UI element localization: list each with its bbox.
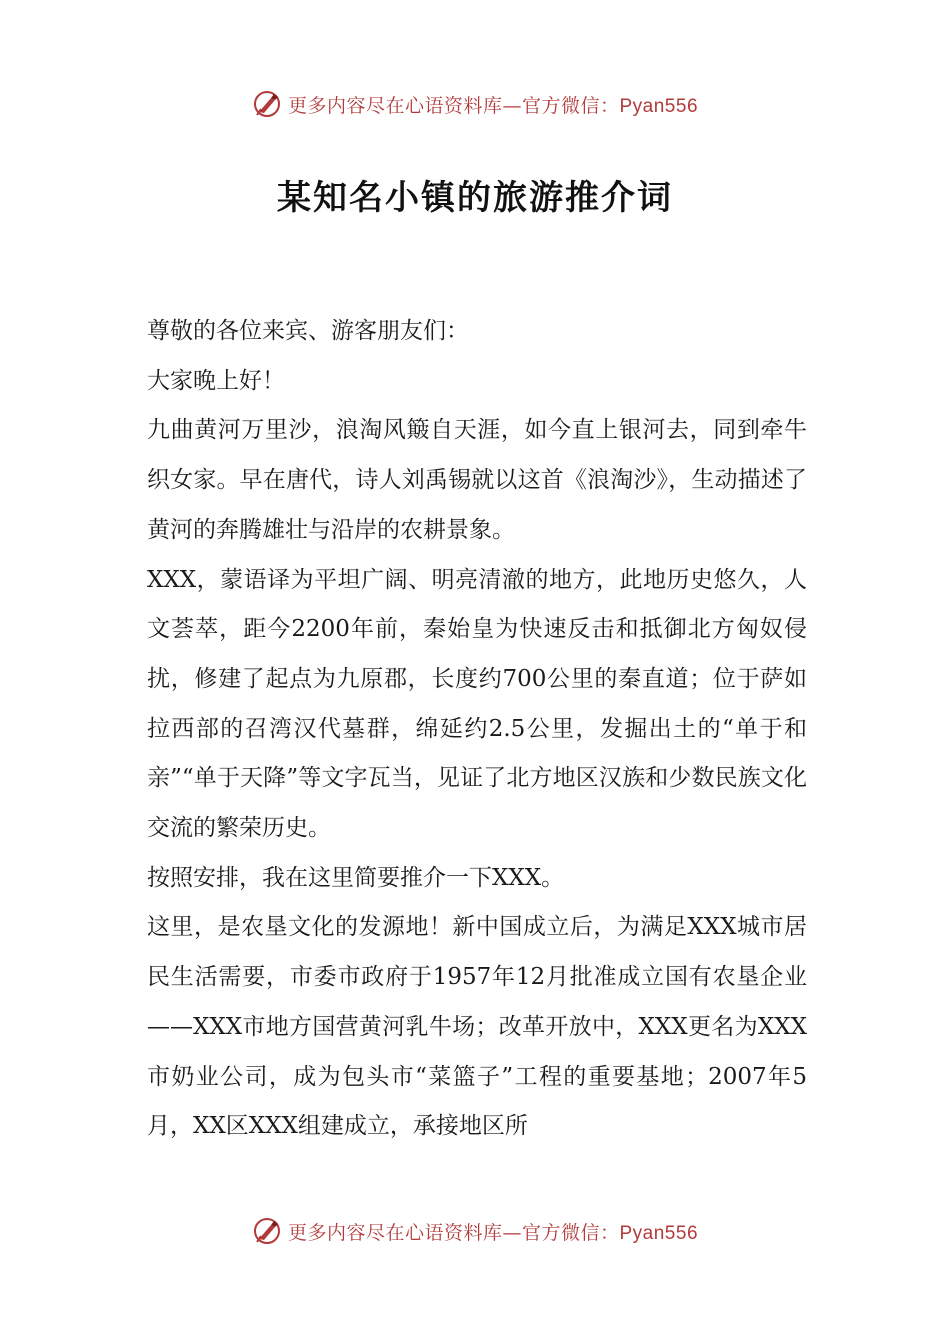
paragraph-greeting: 尊敬的各位来宾、游客朋友们： xyxy=(147,318,469,344)
paragraph-salutation: 大家晚上好！ xyxy=(147,367,285,394)
watermark-text: 更多内容尽在心语资料库—官方微信：Pyan556 xyxy=(287,1221,699,1244)
watermark-header xyxy=(0,84,950,124)
paragraph-arrangement: 按照安排，我在这里简要推介一下XXX。 xyxy=(147,864,565,891)
paragraph-history: XXX，蒙语译为平坦广阔、明亮清澈的地方，此地历史悠久，人文荟萃，距今2200年前，秦始皇为快速反击和抵御北方匈奴侵扰，修建了起点为九原郡，长度约700公里的秦直道；位于萨如拉西部的召湾汉代墓群，绵延约2.5公里，发掘出土的“单于和亲”“单于天降”等文字瓦当，见证了北方地区汉族和少数民族文化交流的繁荣历史。 xyxy=(147,566,807,842)
document-body xyxy=(147,307,807,1152)
wechat-id: Pyan556 xyxy=(619,95,699,117)
wechat-id: Pyan556 xyxy=(619,1222,699,1244)
pen-nib-logo-icon xyxy=(252,89,282,119)
paragraph-agriculture: 这里，是农垦文化的发源地！新中国成立后，为满足XXX城市居民生活需要，市委市政府于1957年12月批准成立国有农垦企业——XXX市地方国营黄河乳牛场；改革开放中，XXX更名为XXX市奶业公司，成为包头市“菜篮子”工程的重要基地；2007年5月，XX区XXX组建成立，承接地区所 xyxy=(147,914,807,1140)
watermark-text: 更多内容尽在心语资料库—官方微信：Pyan556 xyxy=(287,94,699,117)
watermark-footer xyxy=(0,1211,950,1251)
paragraph-poem-intro: 九曲黄河万里沙，浪淘风簸自天涯，如今直上银河去，同到牵牛织女家。早在唐代，诗人刘禹锡就以这首《浪淘沙》，生动描述了黄河的奔腾雄壮与沿岸的农耕景象。 xyxy=(147,417,807,543)
document-title: 某知名小镇的旅游推介词 xyxy=(277,178,673,218)
pen-nib-logo-icon xyxy=(252,1216,282,1246)
